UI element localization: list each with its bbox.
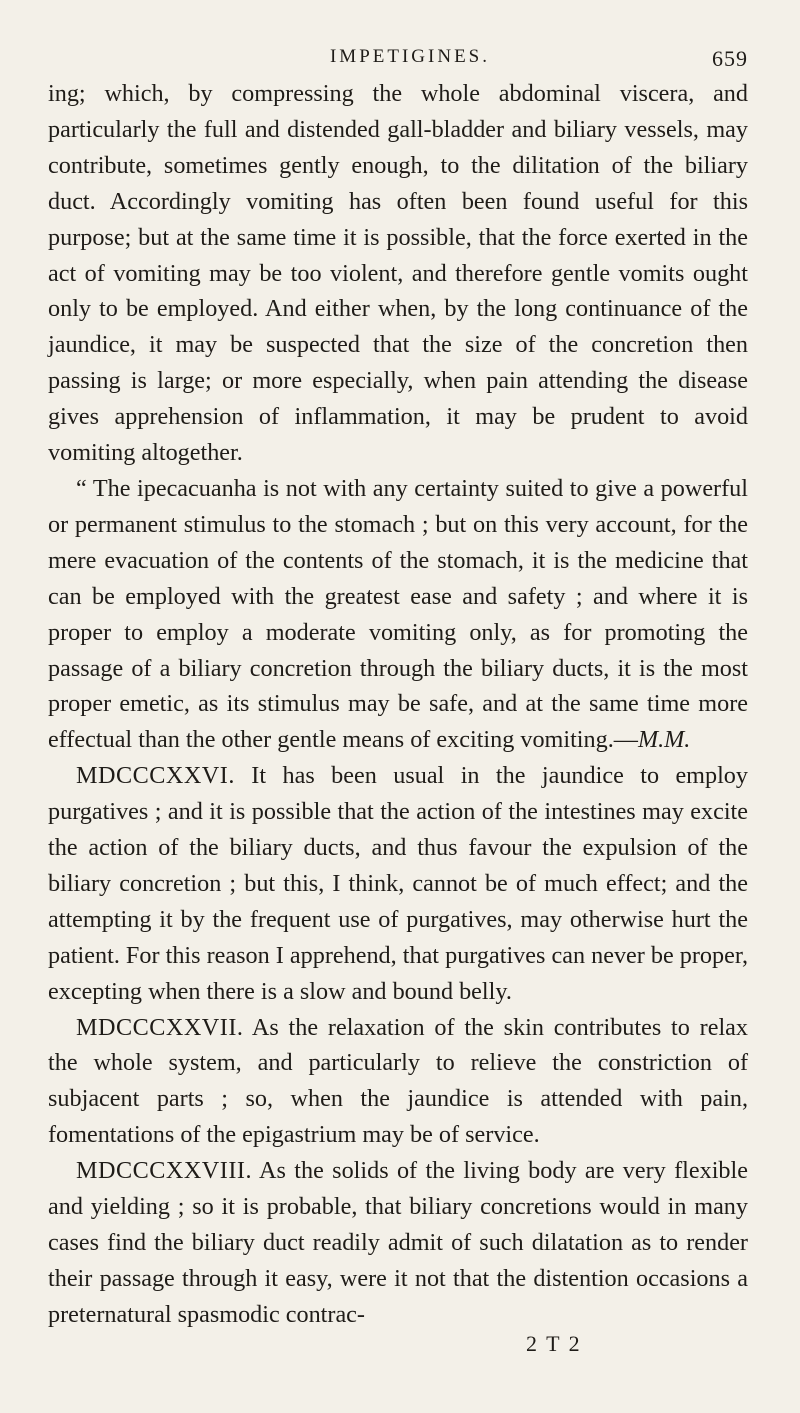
paragraph-text: “ The ipecacuanha is not with any certainty suited to give a powerful or permanent stimulus to the stomach ; but on this very account, for the mere evacuation of the contents of the stomach, it is the medicine that can be employed with the greatest ease and safety ; and where it is proper to employ a moderate vomiting only, as for promoting the passage of a biliary concretion through the biliary ducts, it is the most proper emetic, as its stimulus may be safe, and at the same time more effectual than the other gentle means of exciting vomiting.— bbox=[48, 474, 748, 754]
paragraph-text: ing; which, by compressing the whole abdominal viscera, and particularly the full and distended gall-bladder and biliary vessels, may contribute, sometimes gently enough, to the dilitation of the biliary duct. Accordingly vomiting has often been found useful for this purpose; but at the same time it is possible, that the force exerted in the act of vomiting may be too violent, and therefore gentle vomits ought only to be employed. And either when, by the long continuance of the jaundice, it may be suspected that the size of the concretion then passing is large; or more especially, when pain attending the disease gives apprehension of inflammation, it may be prudent to avoid vomiting altogether. bbox=[48, 80, 748, 467]
paragraph bbox=[48, 471, 748, 758]
paragraph bbox=[48, 1010, 748, 1154]
paragraph bbox=[48, 758, 748, 1009]
running-title: IMPETIGINES. bbox=[329, 46, 491, 67]
paragraph-text: As the solids of the living body are very flexible and yielding ; so it is probable, that biliary concretions would in many cases find the biliary duct readily admit of such dilatation as to render their passage through it easy, were it not that the distention occasions a preternatural spasmodic contrac- bbox=[48, 1157, 748, 1328]
paragraph-text: As the relaxation of the skin contributes to relax the whole system, and particularly to relieve the constriction of subjacent parts ; so, when the jaundice is attended with pain, fomentations of the epigastrium may be of service. bbox=[48, 1013, 748, 1149]
paragraph-number: MDCCCXXVI. bbox=[76, 762, 235, 790]
paragraph-number: MDCCCXXVIII. bbox=[76, 1157, 252, 1185]
running-head bbox=[48, 46, 748, 76]
paragraph bbox=[48, 76, 748, 471]
citation-signature: M.M. bbox=[637, 726, 691, 754]
paragraph-text: It has been usual in the jaundice to employ purgatives ; and it is possible that the action of the intestines may excite the action of the biliary ducts, and thus favour the expulsion of the biliary concretion ; but this, I think, cannot be of much effect; and the attempting it by the frequent use of purgatives, may otherwise hurt the patient. For this reason I apprehend, that purgatives can never be proper, excepting when there is a slow and bound belly. bbox=[48, 762, 748, 1005]
body-text bbox=[48, 76, 748, 1333]
paragraph-number: MDCCCXXVII. bbox=[76, 1013, 244, 1041]
page-number: 659 bbox=[712, 46, 748, 71]
signature-mark: 2 T 2 bbox=[526, 1330, 582, 1356]
paragraph bbox=[48, 1153, 748, 1333]
